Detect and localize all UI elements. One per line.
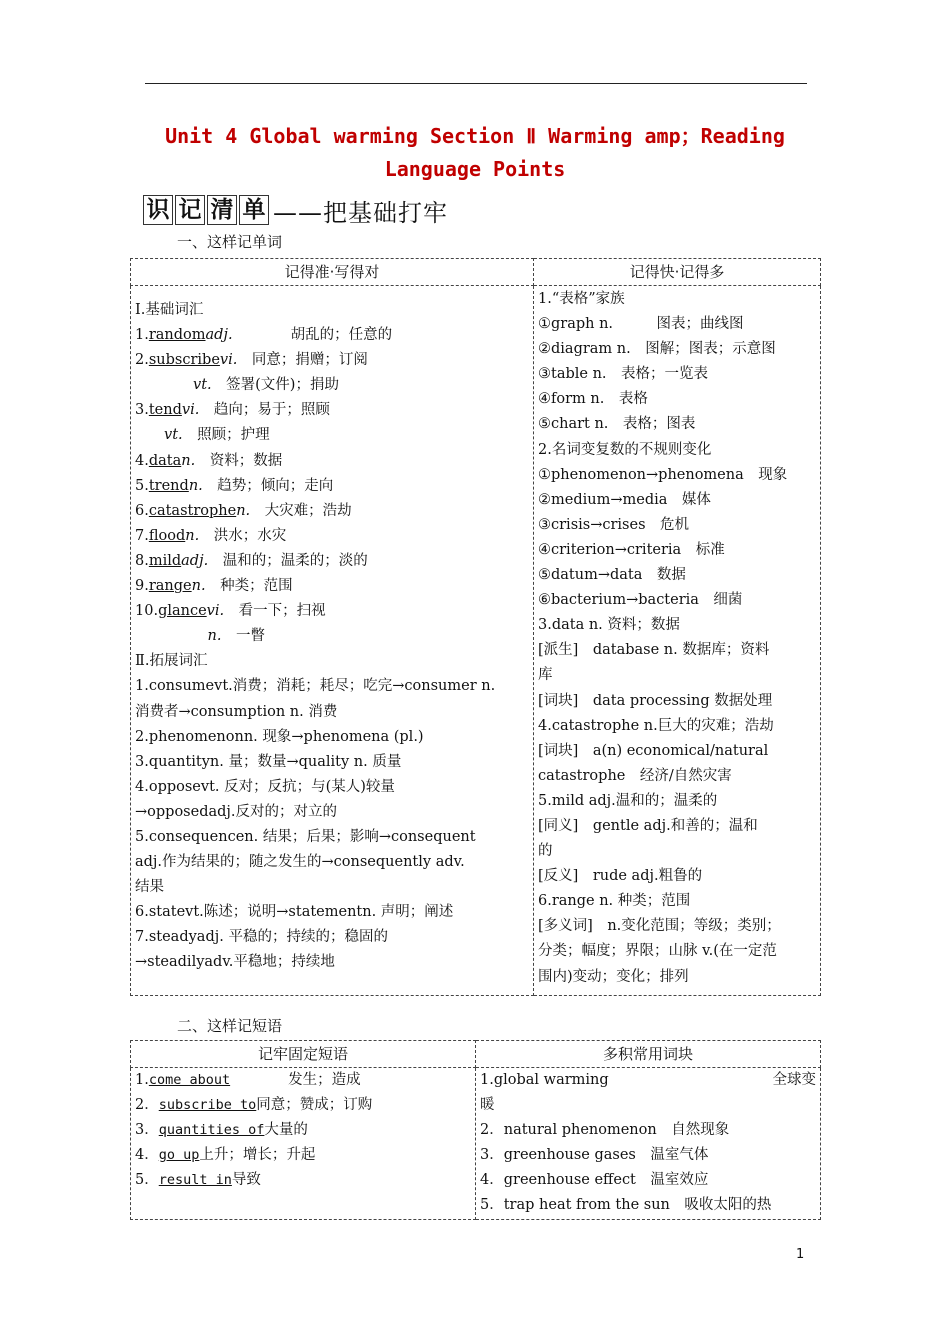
phrase-line [135, 1168, 471, 1193]
indent-space [135, 628, 208, 644]
banner-char: 单 [239, 195, 269, 225]
vocab-word: subscribe [148, 352, 220, 369]
phrase-definition: 大量的 [264, 1122, 308, 1139]
vocab-text: Ⅱ.拓展词汇 [135, 653, 208, 670]
vocab-line [135, 775, 529, 800]
word-family-line: 2.名词变复数的不规则变化 [538, 441, 712, 458]
vocab-word: trend [148, 477, 189, 494]
vocab-definition: 同意；捐赠；订阅 [237, 352, 368, 369]
vocab-line [135, 373, 529, 398]
word-family-line: 1.“表格”家族 [538, 291, 625, 307]
vocab-line [135, 624, 529, 649]
vocab-definition: 胡乱的；任意的 [232, 327, 393, 344]
part-of-speech: vi. [219, 352, 238, 369]
part-of-speech: vt. [193, 377, 212, 394]
phrase-number: 2． [135, 1097, 159, 1114]
part-of-speech: n. [181, 452, 196, 469]
word-family-line: ③crisis→crises 危机 [538, 516, 690, 533]
phrase-line [135, 1143, 471, 1168]
vocab-definition: 种类；范围 [205, 578, 293, 595]
vocab-line [135, 549, 529, 574]
word-family-line: [派生] database n. 数据库；资料 [538, 642, 770, 659]
part-of-speech: n. [185, 527, 200, 544]
vocab-line [135, 875, 529, 900]
vocab-line [135, 825, 529, 850]
vocab-text: 消费者→consumption n. 消费 [135, 703, 338, 720]
vocab-text: 2.phenomenonn. 现象→phenomena (pl.) [135, 728, 424, 745]
vocab-line [135, 474, 529, 499]
chunk-text-end: 全球变 [772, 1072, 816, 1088]
words-table [130, 258, 821, 996]
part-of-speech: n. [207, 628, 222, 645]
word-family-line: [同义] gentle adj.和善的；温和 [538, 817, 758, 834]
word-family-line: ⑤datum→data 数据 [538, 567, 686, 584]
vocab-text: adj.作为结果的；随之发生的→consequently adv. [135, 854, 465, 871]
chunk-text: 4．greenhouse effect 温室效应 [480, 1172, 709, 1189]
part-of-speech: vi. [181, 402, 200, 419]
vocab-text: 1.consumevt.消费；消耗；耗尽；吃完→consumer n. [135, 678, 496, 695]
word-family-line: 库 [538, 667, 553, 684]
word-family-line: 围内)变动；变化；排列 [538, 968, 689, 985]
phrases-section-heading: 二、这样记短语 [177, 1017, 283, 1035]
phrases-right-header: 多积常用词块 [476, 1041, 821, 1068]
vocab-line [135, 323, 529, 348]
phrases-left-header: 记牢固定短语 [131, 1041, 476, 1068]
phrase-line [135, 1093, 471, 1118]
vocab-definition: 温和的；温柔的；淡的 [208, 552, 368, 569]
vocab-word: tend [148, 402, 182, 419]
word-family-line: 4.catastrophe n.巨大的灾难；浩劫 [538, 717, 774, 734]
header-rule [145, 83, 807, 84]
page-number: 1 [796, 1247, 805, 1262]
word-family-line: [多义词] n.变化范围；等级；类别； [538, 918, 781, 935]
words-right-header: 记得快·记得多 [534, 259, 821, 286]
vocab-text: 结果 [135, 879, 164, 896]
vocab-line [135, 649, 529, 674]
word-family-line: ④form n. 表格 [538, 391, 648, 408]
chunk-text: 暖 [480, 1097, 495, 1114]
banner-subtitle: ——把基础打牢 [273, 198, 448, 227]
phrase-term: go up [158, 1147, 200, 1164]
vocab-word: glance [158, 603, 207, 620]
vocab-line [135, 599, 529, 624]
chunk-line [480, 1118, 816, 1143]
part-of-speech: n. [191, 578, 206, 595]
phrases-left-list [135, 1068, 471, 1193]
vocab-line [135, 674, 529, 699]
vocab-definition: 看一下；扫视 [224, 603, 326, 620]
vocab-number: 3. [135, 402, 149, 419]
phrase-definition: 导致 [231, 1172, 261, 1189]
words-right-list [538, 287, 816, 990]
vocab-text: Ⅰ.基础词汇 [135, 302, 204, 318]
vocab-text: 6.statevt.陈述；说明→statementn. 声明；阐述 [135, 904, 454, 921]
vocab-line [135, 574, 529, 599]
vocab-word: data [148, 452, 182, 469]
part-of-speech: n. [236, 502, 251, 519]
chunk-text: 3．greenhouse gases 温室气体 [480, 1147, 709, 1164]
vocab-line [135, 700, 529, 725]
chunk-line [480, 1093, 816, 1118]
phrase-line [135, 1068, 471, 1093]
vocab-line [135, 900, 529, 925]
vocab-number: 10. [135, 603, 159, 620]
word-family-line: [反义] rude adj.粗鲁的 [538, 868, 703, 885]
phrase-definition: 发生；造成 [230, 1072, 361, 1088]
phrase-term: result in [158, 1172, 232, 1189]
vocab-definition: 照顾；护理 [182, 427, 270, 444]
vocab-line [135, 950, 529, 975]
indent-space [135, 427, 164, 443]
vocab-line [135, 298, 529, 323]
vocab-line [135, 750, 529, 775]
words-section-heading: 一、这样记单词 [177, 233, 283, 251]
phrase-line [135, 1118, 471, 1143]
vocab-number: 4. [135, 452, 149, 469]
vocab-definition: 签署(文件)；捐助 [211, 377, 339, 394]
word-family-line: ①graph n. 图表；曲线图 [538, 316, 744, 333]
words-right-cell [534, 286, 821, 996]
vocab-definition: 趋势；倾向；走向 [202, 477, 334, 494]
chunk-text: 1.global warming [480, 1072, 609, 1088]
vocab-line [135, 800, 529, 825]
phrases-left-cell [131, 1068, 476, 1220]
phrase-definition: 同意；赞成；订购 [256, 1097, 373, 1114]
document-title: Unit 4 Global warming Section Ⅱ Warming amp；Reading Language Points [165, 124, 785, 181]
word-family-line: ②diagram n. 图解；图表；示意图 [538, 341, 776, 358]
vocab-text: →steadilyadv.平稳地；持续地 [135, 954, 335, 971]
vocab-line [135, 423, 529, 448]
part-of-speech: adj. [205, 327, 233, 344]
vocab-line [135, 925, 529, 950]
word-family-line: 3.data n. 资料；数据 [538, 617, 680, 634]
banner-char: 记 [175, 195, 205, 225]
phrase-number: 4． [135, 1147, 159, 1164]
word-family-line: ②medium→media 媒体 [538, 491, 711, 508]
vocab-word: catastrophe [148, 502, 237, 519]
word-family-line: [词块] a(n) economical/natural [538, 742, 769, 759]
vocab-number: 5. [135, 477, 149, 494]
vocab-word: random [148, 327, 206, 344]
vocab-definition: 趋向；易于；照顾 [199, 402, 330, 419]
phrases-table [130, 1040, 821, 1220]
vocab-line [135, 850, 529, 875]
phrase-term: quantities of [158, 1122, 265, 1139]
chunk-text: 2．natural phenomenon 自然现象 [480, 1122, 730, 1139]
vocab-line [135, 398, 529, 423]
vocab-number: 8. [135, 552, 149, 569]
phrases-right-list [480, 1068, 816, 1219]
chunk-line [480, 1168, 816, 1193]
vocab-text: 4.opposevt. 反对；反抗；与(某人)较量 [135, 778, 395, 795]
word-family-line: ⑤chart n. 表格；图表 [538, 416, 696, 433]
indent-space [135, 377, 193, 393]
vocab-line [135, 499, 529, 524]
words-left-list [135, 298, 529, 976]
word-family-line: 6.range n. 种类；范围 [538, 893, 691, 910]
vocab-number: 6. [135, 502, 149, 519]
vocab-number: 7. [135, 527, 149, 544]
chunk-text: 5．trap heat from the sun 吸收太阳的热 [480, 1197, 772, 1214]
word-family-line: 5.mild adj.温和的；温柔的 [538, 792, 718, 809]
phrase-number: 5． [135, 1172, 159, 1189]
phrase-number: 3． [135, 1122, 159, 1139]
chunk-line [480, 1068, 816, 1093]
part-of-speech: adj. [181, 552, 209, 569]
vocab-word: range [148, 578, 192, 595]
vocab-line [135, 725, 529, 750]
part-of-speech: vt. [164, 427, 183, 444]
vocab-line [135, 524, 529, 549]
vocab-word: flood [148, 527, 186, 544]
phrase-term: come about [148, 1072, 231, 1088]
word-family-line: ①phenomenon→phenomena 现象 [538, 466, 788, 483]
word-family-line: ③table n. 表格；一览表 [538, 366, 709, 383]
words-left-header: 记得准·写得对 [131, 259, 534, 286]
vocab-number: 2. [135, 352, 149, 369]
word-family-line: catastrophe 经济/自然灾害 [538, 767, 732, 784]
vocab-definition: 资料；数据 [195, 452, 283, 469]
chunk-line [480, 1193, 816, 1218]
vocab-text: 5.consequencen. 结果；后果；影响→consequent [135, 828, 476, 845]
vocab-definition: 大灾难；浩劫 [250, 502, 352, 519]
vocab-text: 7.steadyadj. 平稳的；持续的；稳固的 [135, 929, 388, 946]
part-of-speech: n. [188, 477, 203, 494]
vocab-definition: 洪水；水灾 [199, 527, 287, 544]
word-family-line: 的 [538, 843, 553, 860]
chunk-line [480, 1143, 816, 1168]
vocab-text: →opposedadj.反对的；对立的 [135, 803, 338, 820]
words-left-cell [131, 286, 534, 996]
part-of-speech: vi. [206, 603, 225, 620]
word-family-line: ⑥bacterium→bacteria 细菌 [538, 592, 743, 609]
banner-char: 清 [207, 195, 237, 225]
phrase-definition: 上升；增长；升起 [199, 1147, 316, 1164]
word-family-line: [词块] data processing 数据处理 [538, 692, 773, 709]
vocab-word: mild [148, 552, 182, 569]
section-banner [143, 193, 448, 227]
banner-char: 识 [143, 195, 173, 225]
phrases-right-cell [476, 1068, 821, 1220]
vocab-number: 1. [135, 327, 149, 344]
vocab-definition: 一瞥 [221, 628, 265, 645]
vocab-line [135, 449, 529, 474]
word-family-line: 分类；幅度；界限；山脉 v.(在一定范 [538, 943, 777, 960]
banner-boxed-characters [143, 195, 269, 225]
phrase-number: 1. [135, 1072, 149, 1088]
word-family-line: ④criterion→criteria 标准 [538, 541, 725, 558]
vocab-text: 3.quantityn. 量；数量→quality n. 质量 [135, 753, 402, 770]
phrase-term: subscribe to [158, 1097, 257, 1114]
vocab-line [135, 348, 529, 373]
vocab-number: 9. [135, 578, 149, 595]
